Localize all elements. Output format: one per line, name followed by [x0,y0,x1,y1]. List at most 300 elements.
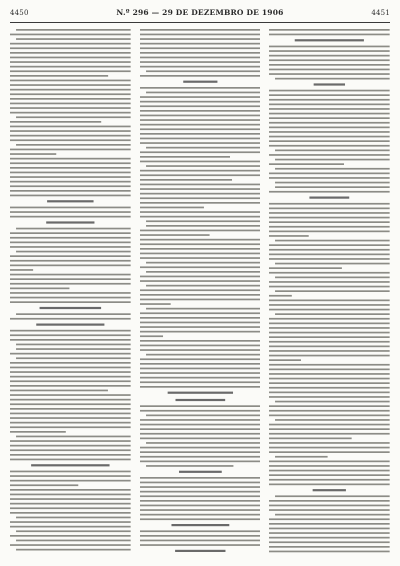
body-text-line [269,99,390,101]
body-text-line [10,367,131,369]
section-heading-line [175,399,225,401]
body-text-line [275,456,328,458]
body-text-line [10,353,131,355]
body-text-line [10,153,56,155]
body-text-line [269,104,390,106]
body-text-line [10,431,66,433]
body-text-line [140,340,261,342]
body-text-line [140,119,261,121]
body-text-line [140,43,261,45]
body-text-line [269,428,390,430]
body-text-line [10,403,131,405]
body-text-line [269,479,390,481]
body-text-line [10,489,131,491]
body-text-line [275,277,390,279]
body-text-line [269,29,390,31]
body-text-line [275,240,390,242]
body-text-line [140,184,261,186]
body-text-line [269,286,390,288]
body-text-line [10,135,131,137]
body-text-line [16,530,131,532]
body-text-line [269,528,390,530]
body-text-line [146,285,261,287]
body-text-line [10,480,131,482]
body-text-line [269,424,390,426]
body-text-line [140,368,261,370]
body-text-line [269,173,390,175]
body-text-line [275,186,390,188]
body-text-line [269,145,390,147]
body-text-line [269,509,390,511]
body-text-line [10,126,131,128]
body-text-line [10,301,131,303]
body-text-line [10,75,108,77]
body-text-line [140,202,261,204]
body-text-line [275,263,390,265]
body-text-line [10,413,131,415]
body-text-line [269,523,390,525]
body-text-line [140,410,261,412]
body-text-line [269,405,390,407]
body-text-line [269,392,390,394]
body-text-line [269,327,390,329]
body-text-line [269,359,301,361]
body-text-line [140,326,261,328]
body-text-line [140,197,261,199]
body-text-line [10,84,131,86]
body-text-line [140,87,261,89]
body-text-line [269,304,390,306]
body-text-line [269,46,390,48]
body-text-line [275,514,390,516]
body-text-line [140,447,261,449]
column-right [269,27,390,555]
body-text-line [140,331,261,333]
body-text-line [10,292,131,294]
body-text-line [275,495,390,497]
body-text-line [10,449,131,451]
body-text-line [10,207,131,209]
section-heading-line [36,324,104,326]
section-heading-line [313,489,346,491]
body-text-line [269,127,390,129]
body-text-line [140,518,261,520]
section-heading-line [179,471,222,473]
body-text-line [16,29,131,31]
body-text-line [269,387,390,389]
body-text-line [269,546,390,548]
body-text-line [16,251,131,253]
body-text-line [140,349,261,351]
body-text-line [10,260,131,262]
body-text-line [275,290,390,292]
body-text-line [140,105,261,107]
body-text-line [140,509,261,511]
body-text-line [10,242,131,244]
running-head [10,6,390,20]
body-text-line [269,369,390,371]
body-text-line [269,415,390,417]
body-text-line [146,415,261,417]
body-text-line [140,66,261,68]
body-text-line [275,150,390,152]
body-text-line [140,230,261,232]
body-text-line [16,357,131,359]
body-text-line [140,433,261,435]
text-columns [10,27,390,555]
body-text-line [10,158,131,160]
body-text-line [269,364,390,366]
body-text-line [140,294,261,296]
body-text-line [16,436,131,438]
section-heading-line [31,464,109,466]
body-text-line [275,78,390,80]
body-text-line [10,89,131,91]
body-text-line [140,486,261,488]
body-text-line [10,417,131,419]
body-text-line [10,394,131,396]
section-heading-line [310,197,350,199]
body-text-line [10,80,131,82]
body-text-line [140,151,261,153]
body-text-line [269,355,390,357]
body-text-line [10,278,131,280]
body-text-line [140,234,210,236]
body-text-line [140,142,261,144]
body-text-line [140,188,261,190]
body-text-line [140,61,261,63]
body-text-line [140,239,261,241]
body-text-line [269,318,390,320]
body-text-line [275,159,390,161]
body-text-line [140,289,261,291]
body-text-line [16,228,131,230]
body-text-line [10,190,131,192]
body-text-line [10,498,131,500]
body-text-line [269,484,390,486]
body-text-line [140,540,261,542]
body-text-line [10,181,131,183]
body-text-line [140,500,261,502]
body-text-line [140,211,261,213]
body-text-line [269,140,390,142]
body-text-line [140,179,232,181]
body-text-line [140,491,261,493]
body-text-line [269,177,390,179]
body-text-line [269,254,390,256]
body-text-line [140,535,261,537]
body-text-line [269,295,292,297]
body-text-line [10,172,131,174]
body-text-line [10,440,131,442]
body-text-line [10,43,131,45]
body-text-line [140,101,261,103]
body-text-line [146,465,233,467]
column-left-text-lines [10,27,131,555]
body-text-line [10,103,131,105]
body-text-line [10,98,131,100]
body-text-line [140,419,261,421]
body-text-line [10,149,131,151]
body-text-line [10,246,131,248]
body-text-line [140,276,261,278]
body-text-line [269,281,390,283]
body-text-line [269,518,390,520]
body-text-line [10,334,131,336]
body-text-line [10,269,33,271]
body-text-line [146,262,261,264]
body-text-line [16,348,131,350]
body-text-line [140,57,261,59]
body-text-line [140,29,261,31]
body-text-line [269,541,390,543]
body-text-line [275,419,390,421]
body-text-line [269,410,390,412]
body-text-line [10,454,131,456]
body-text-line [10,232,131,234]
body-text-line [269,136,390,138]
body-text-line [140,544,261,546]
body-text-line [269,208,390,210]
body-text-line [140,358,261,360]
body-text-line [269,226,390,228]
body-text-line [10,445,131,447]
body-text-line [140,34,261,36]
body-text-line [16,540,131,542]
issue-number-and-date: N.º 296 — 29 DE DEZEMBRO DE 1906 [116,8,284,17]
body-text-line [10,255,131,257]
body-text-line [140,530,261,532]
body-text-line [10,318,131,320]
body-text-line [269,537,390,539]
body-text-line [269,203,390,205]
body-text-line [146,147,261,149]
body-text-line [10,521,131,523]
body-text-line [16,116,131,118]
body-text-line [140,381,261,383]
body-text-line [10,408,131,410]
body-text-line [269,90,390,92]
body-text-line [16,144,131,146]
body-text-line [269,64,390,66]
body-text-line [269,231,390,233]
body-text-line [10,459,131,461]
body-text-line [269,451,390,453]
body-text-line [269,470,390,472]
body-text-line [269,474,390,476]
body-text-line [140,193,261,195]
body-text-line [140,243,261,245]
body-text-line [275,182,390,184]
body-text-line [140,248,261,250]
body-text-line [10,185,131,187]
body-text-line [10,162,131,164]
body-text-line [269,73,390,75]
body-text-line [269,341,390,343]
body-text-line [10,216,131,218]
body-text-line [10,475,131,477]
body-text-line [10,130,131,132]
body-text-line [10,297,131,299]
body-text-line [10,503,131,505]
body-text-line [140,514,261,516]
body-text-line [140,96,261,98]
body-text-line [140,299,261,301]
body-text-line [269,382,390,384]
body-text-line [140,280,261,282]
body-text-line [269,332,390,334]
body-text-line [10,70,131,72]
body-text-line [140,75,261,77]
body-text-line [146,442,261,444]
body-text-line [10,139,131,141]
body-text-line [10,167,131,169]
body-text-line [10,399,131,401]
body-text-line [140,257,261,259]
body-text-line [275,401,390,403]
body-text-line [269,465,390,467]
body-text-line [140,405,261,407]
body-text-line [140,128,261,130]
body-text-line [146,70,261,72]
body-text-line [146,220,261,222]
body-text-line [146,92,261,94]
column-left [10,27,131,555]
body-text-line [269,108,390,110]
body-text-line [140,124,261,126]
body-text-line [269,249,390,251]
body-text-line [269,500,390,502]
body-text-line [140,303,171,305]
body-text-line [10,121,101,123]
body-text-line [10,93,131,95]
page-number-left: 4450 [10,9,29,17]
body-text-line [269,461,390,463]
body-text-line [10,61,131,63]
body-text-line [269,350,390,352]
body-text-line [269,532,390,534]
body-text-line [10,288,69,290]
column-middle [140,27,261,555]
body-text-line [140,170,261,172]
body-text-line [10,330,131,332]
body-text-line [10,362,131,364]
body-text-line [140,138,261,140]
body-text-line [269,244,390,246]
section-heading-line [183,81,217,83]
body-text-line [269,69,390,71]
body-text-line [10,390,108,392]
body-text-line [146,165,261,167]
body-text-line [10,274,131,276]
body-text-line [10,371,131,373]
body-text-line [10,512,131,514]
body-text-line [269,258,390,260]
body-text-line [269,59,390,61]
body-text-line [10,47,131,49]
body-text-line [269,212,390,214]
section-heading-line [175,550,225,552]
body-text-line [16,517,131,519]
body-text-line [140,335,163,337]
body-text-line [269,505,390,507]
body-text-line [269,433,390,435]
body-text-line [140,322,261,324]
body-text-line [10,426,131,428]
body-text-line [140,266,261,268]
body-text-line [140,345,261,347]
body-text-line [140,495,261,497]
body-text-line [269,447,390,449]
body-text-line [140,161,261,163]
body-text-line [140,477,261,479]
body-text-line [269,235,309,237]
body-text-line [140,377,261,379]
body-text-line [269,267,342,269]
body-text-line [10,535,131,537]
body-text-line [10,471,131,473]
body-text-line [140,428,261,430]
body-text-line [269,55,390,57]
body-text-line [140,312,261,314]
body-text-line [10,484,78,486]
body-text-line [10,176,131,178]
body-text-line [269,272,390,274]
body-text-line [140,38,261,40]
body-text-line [16,549,131,551]
body-text-line [16,344,131,346]
section-heading-line [46,221,94,223]
body-text-line [269,346,390,348]
body-text-line [140,456,261,458]
column-right-text-lines [269,27,390,555]
body-text-line [10,112,131,114]
body-text-line [10,422,131,424]
body-text-line [10,339,131,341]
body-text-line [269,442,390,444]
body-text-line [269,373,390,375]
body-text-line [140,133,261,135]
body-text-line [10,544,131,546]
body-text-line [269,131,390,133]
body-text-line [269,154,390,156]
body-text-line [10,195,131,197]
body-text-line [10,507,131,509]
body-text-line [140,216,261,218]
body-text-line [269,323,390,325]
body-text-line [275,313,390,315]
body-text-line [140,386,261,388]
section-heading-line [295,39,364,41]
body-text-line [10,34,131,36]
body-text-line [146,354,261,356]
body-text-line [140,174,261,176]
body-text-line [10,380,131,382]
body-text-line [140,115,261,117]
body-text-line [269,551,390,553]
body-text-line [269,191,390,193]
body-text-line [10,385,131,387]
section-heading-line [171,524,229,526]
body-text-line [16,313,131,315]
body-text-line [140,372,261,374]
body-text-line [269,438,352,440]
body-text-line [140,253,261,255]
body-text-line [140,438,261,440]
body-text-line [269,163,344,165]
body-text-line [269,396,390,398]
body-text-line [269,50,390,52]
